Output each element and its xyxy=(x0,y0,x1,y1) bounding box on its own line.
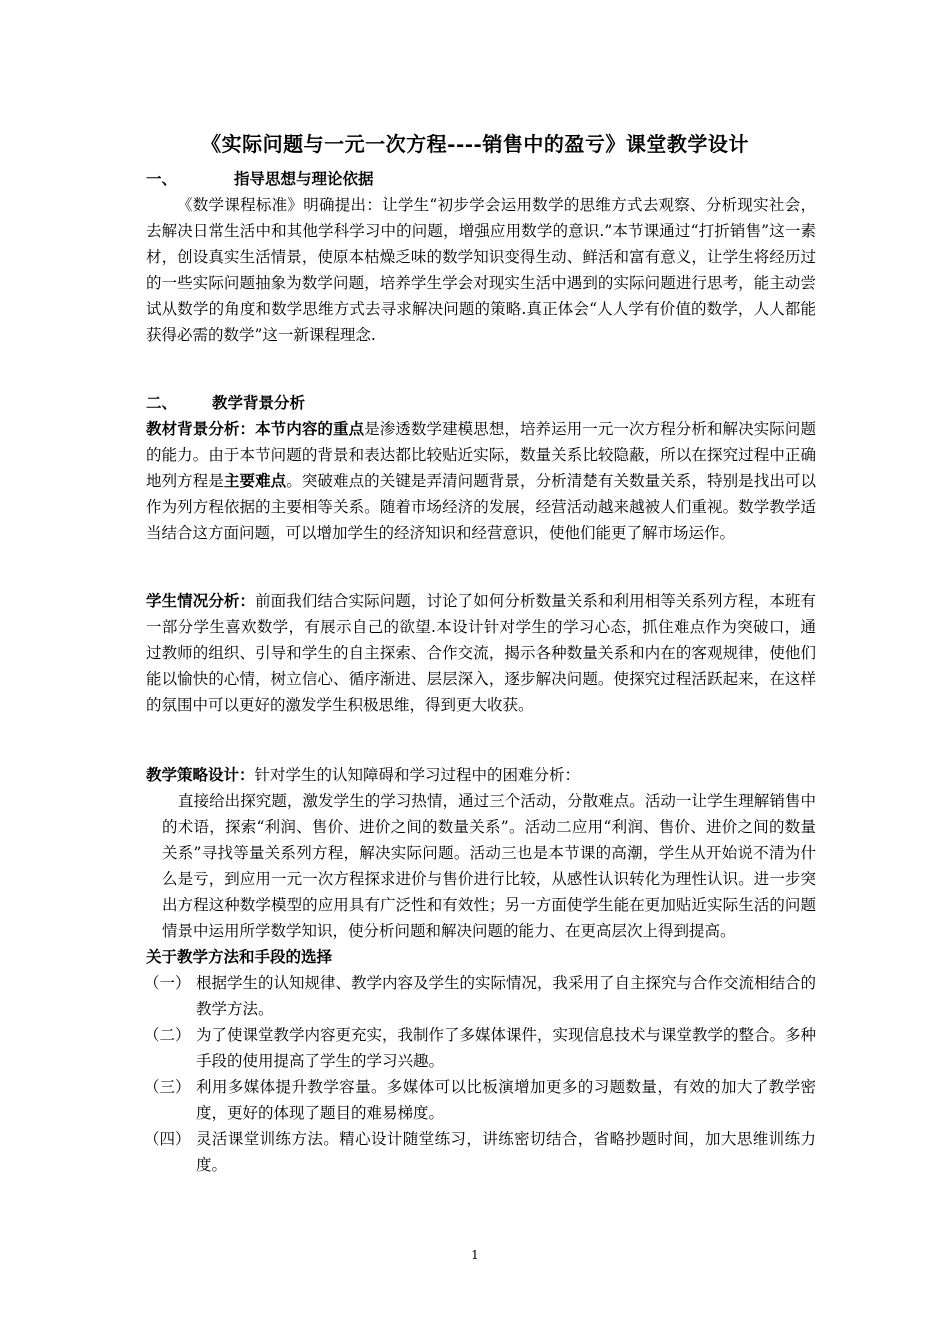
list-item xyxy=(144,970,816,1022)
list-item xyxy=(144,1022,816,1074)
list-item-text: 根据学生的认知规律、教学内容及学生的实际情况，我采用了自主探究与合作交流相结合的教学方法。 xyxy=(196,974,817,1018)
list-item-label: （四） xyxy=(144,1130,191,1148)
section-heading xyxy=(146,390,816,416)
section-teaching-background xyxy=(146,390,816,546)
page-number: 1 xyxy=(471,1248,479,1262)
paragraph: 《数学课程标准》明确提出：让学生“初步学会运用数学的思维方式去观察、分析现实社会，去解决日常生活中和其他学科学习中的问题，增强应用数学的意识.”本节课通过“打折销售”这一素材，创设真实生活情景，使原本枯燥乏味的数学知识变得生动、鲜活和富有意义，让学生将经历过的一些实际问题抽象为数学问题，培养学生学会对现实生活中遇到的实际问题进行思考，能主动尝试从数学的角度和数学思维方式去寻求解决问题的策略.真正体会“人人学有价值的数学，人人都能获得必需的数学”这一新课程理念. xyxy=(146,196,816,344)
section-teaching-strategy xyxy=(146,762,816,1178)
student-analysis-label: 学生情况分析： xyxy=(146,591,256,610)
strategy-intro xyxy=(146,762,816,788)
material-key-point: 本节内容的重点 xyxy=(255,419,365,438)
document-title: 《实际问题与一元一次方程----销售中的盈亏》课堂教学设计 xyxy=(201,132,749,156)
list-item xyxy=(144,1126,816,1178)
paragraph-text: 针对学生的认知障碍和学习过程中的困难分析： xyxy=(254,766,581,784)
list-item-text: 灵活课堂训练方法。精心设计随堂练习，讲练密切结合，省略抄题时间，加大思维训练力度。 xyxy=(196,1130,816,1174)
paragraph-text: 前面我们结合实际问题，讨论了如何分析数量关系和利用相等关系列方程，本班有一部分学生喜欢数学，有展示自己的欲望.本设计针对学生的学习心态，抓住难点作为突破口，通过教师的组织、引导和学生的自主探索、合作交流，揭示各种数量关系和内在的客观规律，使他们能以愉快的心情，树立信心、循序渐进、层层深入，逐步解决问题。使探究过程活跃起来，在这样的氛围中可以更好的激发学生积极思维，得到更大收获。 xyxy=(146,592,816,714)
paragraph-text: 是渗透数学建模思想，培养运用一元一次方程分析和解决实际问题的能力。由于本节问题的背景和表达都比较贴近实际，数量关系比较隐蔽，所以在探究过程中正确地列方程是 xyxy=(146,420,816,490)
section-guiding-ideology xyxy=(146,166,816,348)
section-title: 教学背景分析 xyxy=(212,393,306,412)
section-number: 一、 xyxy=(146,169,178,188)
section-number: 二、 xyxy=(146,393,178,412)
material-analysis-label: 教材背景分析： xyxy=(146,419,256,438)
list-item-text: 利用多媒体提升教学容量。多媒体可以比板演增加更多的习题数量，有效的加大了教学密度，更好的体现了题目的难易梯度。 xyxy=(196,1078,816,1122)
methods-heading: 关于教学方法和手段的选择 xyxy=(146,947,333,966)
list-item-label: （二） xyxy=(144,1026,191,1044)
section-title: 指导思想与理论依据 xyxy=(234,169,374,188)
material-analysis-paragraph xyxy=(146,416,816,546)
section-student-analysis xyxy=(146,588,816,718)
list-item-label: （一） xyxy=(144,974,191,992)
strategy-paragraph: 直接给出探究题，激发学生的学习热情，通过三个活动，分散难点。活动一让学生理解销售中的术语，探索“利润、售价、进价之间的数量关系”。活动二应用“利润、售价、进价之间的数量关系”寻找等量关系列方程，解决实际问题。活动三也是本节课的高潮，学生从开始说不清为什么是亏，到应用一元一次方程探求进价与售价进行比较，从感性认识转化为理性认识。进一步突出方程这种数学模型的应用具有广泛性和有效性；另一方面使学生能在更加贴近实际生活的问题情景中运用所学数学知识，使分析问题和解决问题的能力、在更高层次上得到提高。 xyxy=(162,792,816,940)
list-item-label: （三） xyxy=(144,1078,191,1096)
methods-list xyxy=(144,970,816,1178)
paragraph-text: 。突破难点的关键是弄清问题背景，分析清楚有关数量关系，特别是找出可以作为列方程依据的主要相等关系。随着市场经济的发展，经营活动越来越被人们重视。数学教学适当结合这方面问题，可以增加学生的经济知识和经营意识，使他们能更了解市场运作。 xyxy=(146,472,816,542)
strategy-label: 教学策略设计： xyxy=(146,765,255,784)
student-analysis-paragraph xyxy=(146,588,816,718)
list-item xyxy=(144,1074,816,1126)
section-heading xyxy=(146,166,816,192)
material-difficulty: 主要难点 xyxy=(223,471,287,490)
list-item-text: 为了使课堂教学内容更充实，我制作了多媒体课件，实现信息技术与课堂教学的整合。多种手段的使用提高了学生的学习兴趣。 xyxy=(196,1026,817,1070)
